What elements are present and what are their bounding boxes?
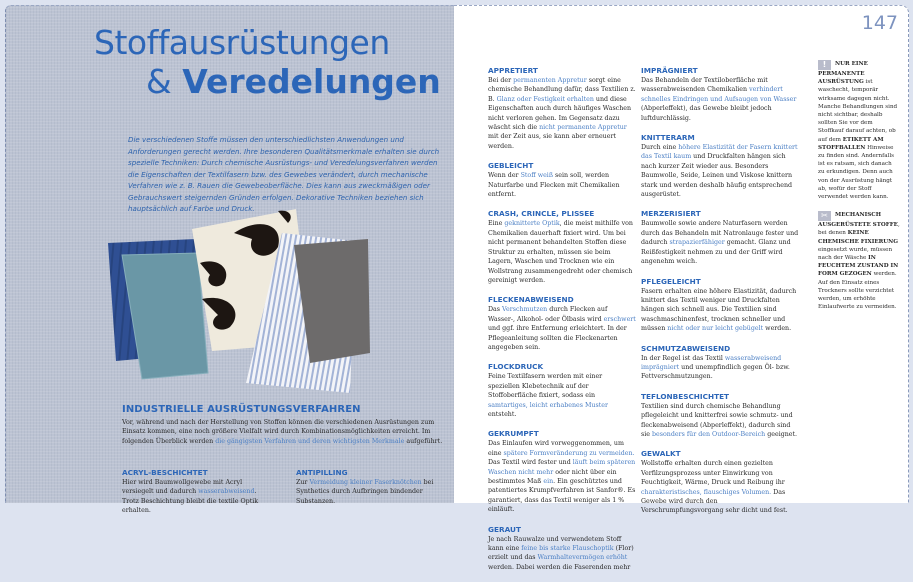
glossary-entry bbox=[641, 209, 799, 266]
text: durch Flecken auf Wasser-, Alkohol- oder Ölbasis wird bbox=[488, 306, 608, 323]
entry-heading: CRASH, CRINCLE, PLISSEE bbox=[488, 209, 595, 219]
note-bold: ETIKETT AM STOFFBALLEN bbox=[818, 136, 884, 151]
title-line-2 bbox=[146, 62, 441, 101]
text: , die meist mithilfe von Chemikalien dauerhaft fixiert wird. Um bei nicht permanent behandelten Stoffen diese Struktur zu erhalten, müssen sie beim Lagern, Waschen und Trocknen wie ein Wollstrang zusammengedreht oder chemisch gereinigt werden. bbox=[488, 220, 633, 284]
glossary-entry bbox=[488, 161, 636, 199]
highlight: Stoff weiß bbox=[520, 172, 554, 180]
entry-text bbox=[641, 459, 799, 515]
industrial-text-a: Vor, während und nach der Herstellung von Stoffen können die verschiedenen Ausrüstungen zum Einsatz kommen, eine noch größere Vielfalt wird durch Kombinationsmöglichkeiten erreicht. Im folgenden Überblick werden bbox=[122, 419, 435, 445]
entry-heading: TEFLONBESCHICHTET bbox=[641, 391, 730, 401]
intro-text: Die verschiedenen Stoffe müssen den unterschiedlichsten Anwendungen und Anforderungen gerecht werden. Ihre besonderen Qualitätsmerkmale erhalten sie durch spezielle Techniken: Durch chemische Ausrüstungs- und Veredelungsverfahren werden die Eigenschaften der Textilfasern bzw. des Gewebes verändert, durch mechanische Verfahren wie z. B. Rauen die Gewebeoberfläche. Dies kann aus zweckmäßigen oder Gebrauchswert steigernden Gründen erfolgen. Dekorative Techniken beziehen sich hauptsächlich auf Farbe und Druck. bbox=[128, 135, 440, 214]
glossary-column-2 bbox=[641, 66, 799, 526]
highlight: geknitterte Optik bbox=[504, 220, 560, 228]
note-bold: IN FEUCHTEM ZUSTAND IN FORM GEZOGEN bbox=[818, 255, 899, 278]
note-bold: MECHANISCH AUSGERÜSTETE STOFFE bbox=[818, 212, 898, 229]
entry-text bbox=[641, 402, 799, 440]
entry-heading: GEBLEICHT bbox=[488, 161, 534, 171]
text: (Flor) erzielt und das bbox=[488, 545, 634, 562]
text: bei Synthetics durch Aufbringen bindender Substanzen. bbox=[296, 479, 434, 505]
highlight: strapazierfähiger bbox=[669, 239, 725, 247]
sidebar-notes bbox=[818, 60, 900, 321]
text: Je nach Rauwalze und verwendetem Stoff kann eine bbox=[488, 535, 622, 553]
entry-heading: KNITTERARM bbox=[641, 133, 695, 143]
glossary-entry bbox=[641, 277, 799, 334]
note-mechanical bbox=[818, 211, 900, 311]
note-text: , bei denen bbox=[818, 222, 900, 237]
note-text: ist waschecht, temporär wirksame dagegen nicht. Manche Behandlungen sind nicht sichtbar, deshalb sollten Sie vor dem Stoffkauf darauf achten, ob auf dem bbox=[818, 79, 898, 143]
text: . Trotz Beschichtung bleibt die textile Optik erhalten. bbox=[122, 488, 259, 515]
title-veredelungen: Veredelungen bbox=[182, 62, 441, 101]
glossary-column-1 bbox=[488, 66, 636, 582]
entry-text bbox=[122, 478, 270, 516]
entry-text bbox=[488, 535, 636, 573]
note-text: Hinweise zu finden sind. Andernfalls ist es ratsam, sich danach zu erkundigen. Denn auch von der Ausrüstung hängt ab, wofür der Stoff verwendet werden kann. bbox=[818, 144, 894, 201]
highlight: feine bis starke Flauschoptik bbox=[521, 545, 614, 553]
entry-heading: APPRETIERT bbox=[488, 66, 538, 75]
left-entries bbox=[122, 468, 444, 516]
entry-text bbox=[641, 76, 799, 123]
entry-heading: FLECKENABWEISEND bbox=[488, 295, 574, 305]
highlight: verhindert schnelles Eindringen und Aufsaugen von Wasser bbox=[641, 86, 797, 103]
text: Textilien sind durch chemische Behandlung pflegeleicht und knitterfrei sowie schmutz- und fleckenabweisend (Abperleffekt), dadurch sind sie bbox=[641, 402, 793, 438]
entry-text bbox=[641, 219, 799, 266]
text: und ggf. ihre Entfernung erleichtert. In der Pflegeanleitung sollten die Fleckenarten angegeben sein. bbox=[488, 325, 627, 351]
title-line-1: Stoffausrüstungen bbox=[94, 23, 390, 62]
text: und Druckfalten hängen sich nach kurzer Zeit wieder aus. Besonders Baumwolle, Seide, Leinen und Viskose knittern stark und werden deshalb häufig entsprechend ausgerüstet. bbox=[641, 153, 793, 199]
glossary-entry bbox=[488, 362, 636, 419]
page-number: 147 bbox=[861, 12, 898, 34]
entry-text bbox=[488, 76, 636, 151]
entry-text bbox=[488, 305, 636, 352]
note-text: eingesetzt wurde, müssen nach der Wäsche bbox=[818, 246, 893, 262]
text: Das Textil wird fester und bbox=[488, 459, 573, 467]
entry-text bbox=[641, 143, 799, 199]
text: mit der Zeit aus, sie kann aber erneuert werden. bbox=[488, 133, 616, 150]
text: Wollstoffe erhalten durch einen gezielten Verfilzungsprozess unter Einwirkung von Feuchtigkeit, Wärme, Druck und Reibung ihr bbox=[641, 460, 785, 487]
text: werden. Dabei werden die Faserenden mehr bbox=[488, 563, 631, 571]
text: Durch eine bbox=[641, 144, 679, 152]
highlight: spätere Formveränderung zu vermeiden. bbox=[503, 449, 635, 457]
highlight: wasserabweisend bbox=[198, 488, 255, 496]
entry-heading: GEWALKT bbox=[641, 449, 681, 459]
highlight: nicht permanente Appretur bbox=[539, 124, 627, 132]
glossary-entry bbox=[641, 449, 799, 515]
text: Zur bbox=[296, 479, 310, 486]
entry-heading: GERAUT bbox=[488, 524, 521, 534]
highlight: besonders für den Outdoor-Bereich bbox=[651, 430, 766, 438]
entry-heading: PFLEGELEICHT bbox=[641, 276, 701, 286]
note-text: werden. Auf den Einsatz eines Trockners sollte verzichtet werden, um erhöhte Einlaufwerte zu vermeiden. bbox=[818, 271, 897, 311]
entry-heading: GEKRUMPFT bbox=[488, 429, 539, 439]
text: Bei der bbox=[488, 77, 514, 84]
exclamation-icon: ! bbox=[818, 60, 831, 70]
highlight: Verschmutzen bbox=[502, 306, 548, 314]
teal-fabric-swatch bbox=[122, 253, 208, 379]
entry-text bbox=[641, 287, 799, 334]
entry-text bbox=[641, 354, 799, 382]
text: geeignet. bbox=[765, 430, 798, 438]
text: Das Behandeln der Textiloberfläche mit wasserabweisenden Chemikalien bbox=[641, 77, 768, 94]
highlight: Warmhaltevermögen erhöht bbox=[537, 554, 628, 562]
glossary-entry bbox=[641, 344, 799, 382]
page-title bbox=[94, 23, 441, 101]
note-permanent bbox=[818, 60, 900, 201]
note-bold: NUR EINE PERMANENTE AUSRÜSTUNG bbox=[818, 61, 868, 86]
text: Baumwolle sowie andere Naturfasern werden durch das Behandeln mit Natronlauge fester und dadurch bbox=[641, 220, 799, 247]
industrial-link: die gängigsten Verfahren und deren wichtigsten Merkmale bbox=[215, 437, 405, 445]
highlight: ein bbox=[543, 478, 554, 485]
text: Eine bbox=[488, 220, 505, 228]
industrial-text bbox=[122, 418, 444, 446]
entry-text bbox=[488, 219, 636, 285]
highlight: wasserabweisend imprägniert bbox=[641, 354, 782, 371]
text: Hier wird Baumwollgewebe mit Acryl versiegelt und dadurch bbox=[122, 479, 243, 496]
entry-heading: MERZERISIERT bbox=[641, 209, 701, 219]
entry-text bbox=[488, 171, 636, 199]
note-bold: KEINE CHEMISCHE FIXIERUNG bbox=[818, 230, 899, 245]
title-ampersand: & bbox=[146, 62, 183, 101]
highlight: Glanz oder Festigkeit erhalten bbox=[496, 95, 594, 103]
highlight: läuft beim späteren Waschen nicht mehr bbox=[488, 459, 636, 476]
entry-heading: ANTIPILLING bbox=[296, 468, 348, 477]
scissors-icon: ✂ bbox=[818, 211, 831, 221]
text: und diese Eigenschaften auch durch häufiges Waschen nicht verloren gehen. Im Gegensatz dazu wäscht sich die bbox=[488, 95, 632, 132]
entry-heading: FLOCKDRUCK bbox=[488, 362, 544, 372]
highlight: samtartiges, leicht erhabenes Muster bbox=[488, 401, 608, 409]
entry-antipilling bbox=[296, 468, 444, 516]
text: entsteht. bbox=[488, 410, 517, 418]
text: Feine Textilfasern werden mit einer speziellen Klebetechnik auf der Stoffoberfläche fixiert, sodass ein bbox=[488, 373, 603, 400]
text: Fasern erhalten eine höhere Elastizität, dadurch knittert das Textil weniger und Druckfalten hängen sich schnell aus. Die Textilien sind waschmaschinenfest, trocknen schneller und müssen bbox=[641, 287, 797, 333]
text: werden. bbox=[763, 325, 792, 333]
glossary-entry bbox=[641, 66, 799, 123]
text: Das Gewebe wird durch den Verschrumpfungsvorgang sehr dicht und fest. bbox=[641, 488, 788, 515]
industrial-section bbox=[122, 404, 444, 446]
entry-text bbox=[488, 439, 636, 514]
glossary-entry bbox=[641, 133, 799, 199]
text: und unempfindlich gegen Öl- bzw. Fettverschmutzungen. bbox=[641, 363, 790, 381]
entry-text bbox=[488, 372, 636, 419]
highlight: erschwert bbox=[603, 315, 636, 323]
entry-heading: SCHMUTZABWEISEND bbox=[641, 343, 731, 353]
glossary-entry bbox=[488, 295, 636, 352]
highlight: Vermeidung kleiner Faserknötchen bbox=[309, 479, 422, 486]
entry-heading: IMPRÄGNIERT bbox=[641, 66, 698, 75]
glossary-entry bbox=[488, 66, 636, 151]
highlight: nicht oder nur leicht gebügelt bbox=[667, 325, 764, 333]
glossary-entry bbox=[641, 392, 799, 440]
text: Das Einlaufen wird vorweggenommen, um eine bbox=[488, 440, 624, 457]
glossary-entry bbox=[488, 209, 636, 285]
text: sorgt eine chemische Behandlung dafür, dass Textilien z. B. bbox=[488, 77, 636, 103]
text: Wenn der bbox=[488, 172, 521, 180]
fabric-swatches-image bbox=[108, 203, 370, 400]
text: sein soll, werden Naturfarbe und Flecken mit Chemikalien entfernt. bbox=[488, 172, 620, 199]
text: gemacht. Glanz und Reißfestigkeit nehmen zu und der Griff wird angenehm weich. bbox=[641, 239, 791, 266]
text: Das bbox=[488, 306, 503, 314]
text: oder nicht über ein bestimmtes Maß bbox=[488, 468, 617, 485]
highlight: charakteristisches, flauschiges Volumen. bbox=[641, 488, 772, 496]
industrial-text-b: aufgeführt. bbox=[404, 437, 443, 445]
entry-acryl bbox=[122, 468, 270, 516]
glossary-entry bbox=[488, 525, 636, 573]
text: In der Regel ist das Textil bbox=[641, 354, 725, 362]
text: . Ein geschütztes und patentiertes Krumpfverfahren ist Sanfor®. Es garantiert, dass das Textil weniger als 1 % einläuft. bbox=[488, 478, 636, 514]
text: (Abperleffekt), das Gewebe bleibt jedoch luftdurchlässig. bbox=[641, 105, 772, 122]
entry-heading: ACRYL-BESCHICHTET bbox=[122, 468, 208, 477]
industrial-heading: INDUSTRIELLE AUSRÜSTUNGSVERFAHREN bbox=[122, 404, 361, 415]
highlight: permanenten Appretur bbox=[513, 77, 587, 84]
highlight: höhere Elastizität der Fasern knittert das Textil kaum bbox=[641, 144, 798, 161]
